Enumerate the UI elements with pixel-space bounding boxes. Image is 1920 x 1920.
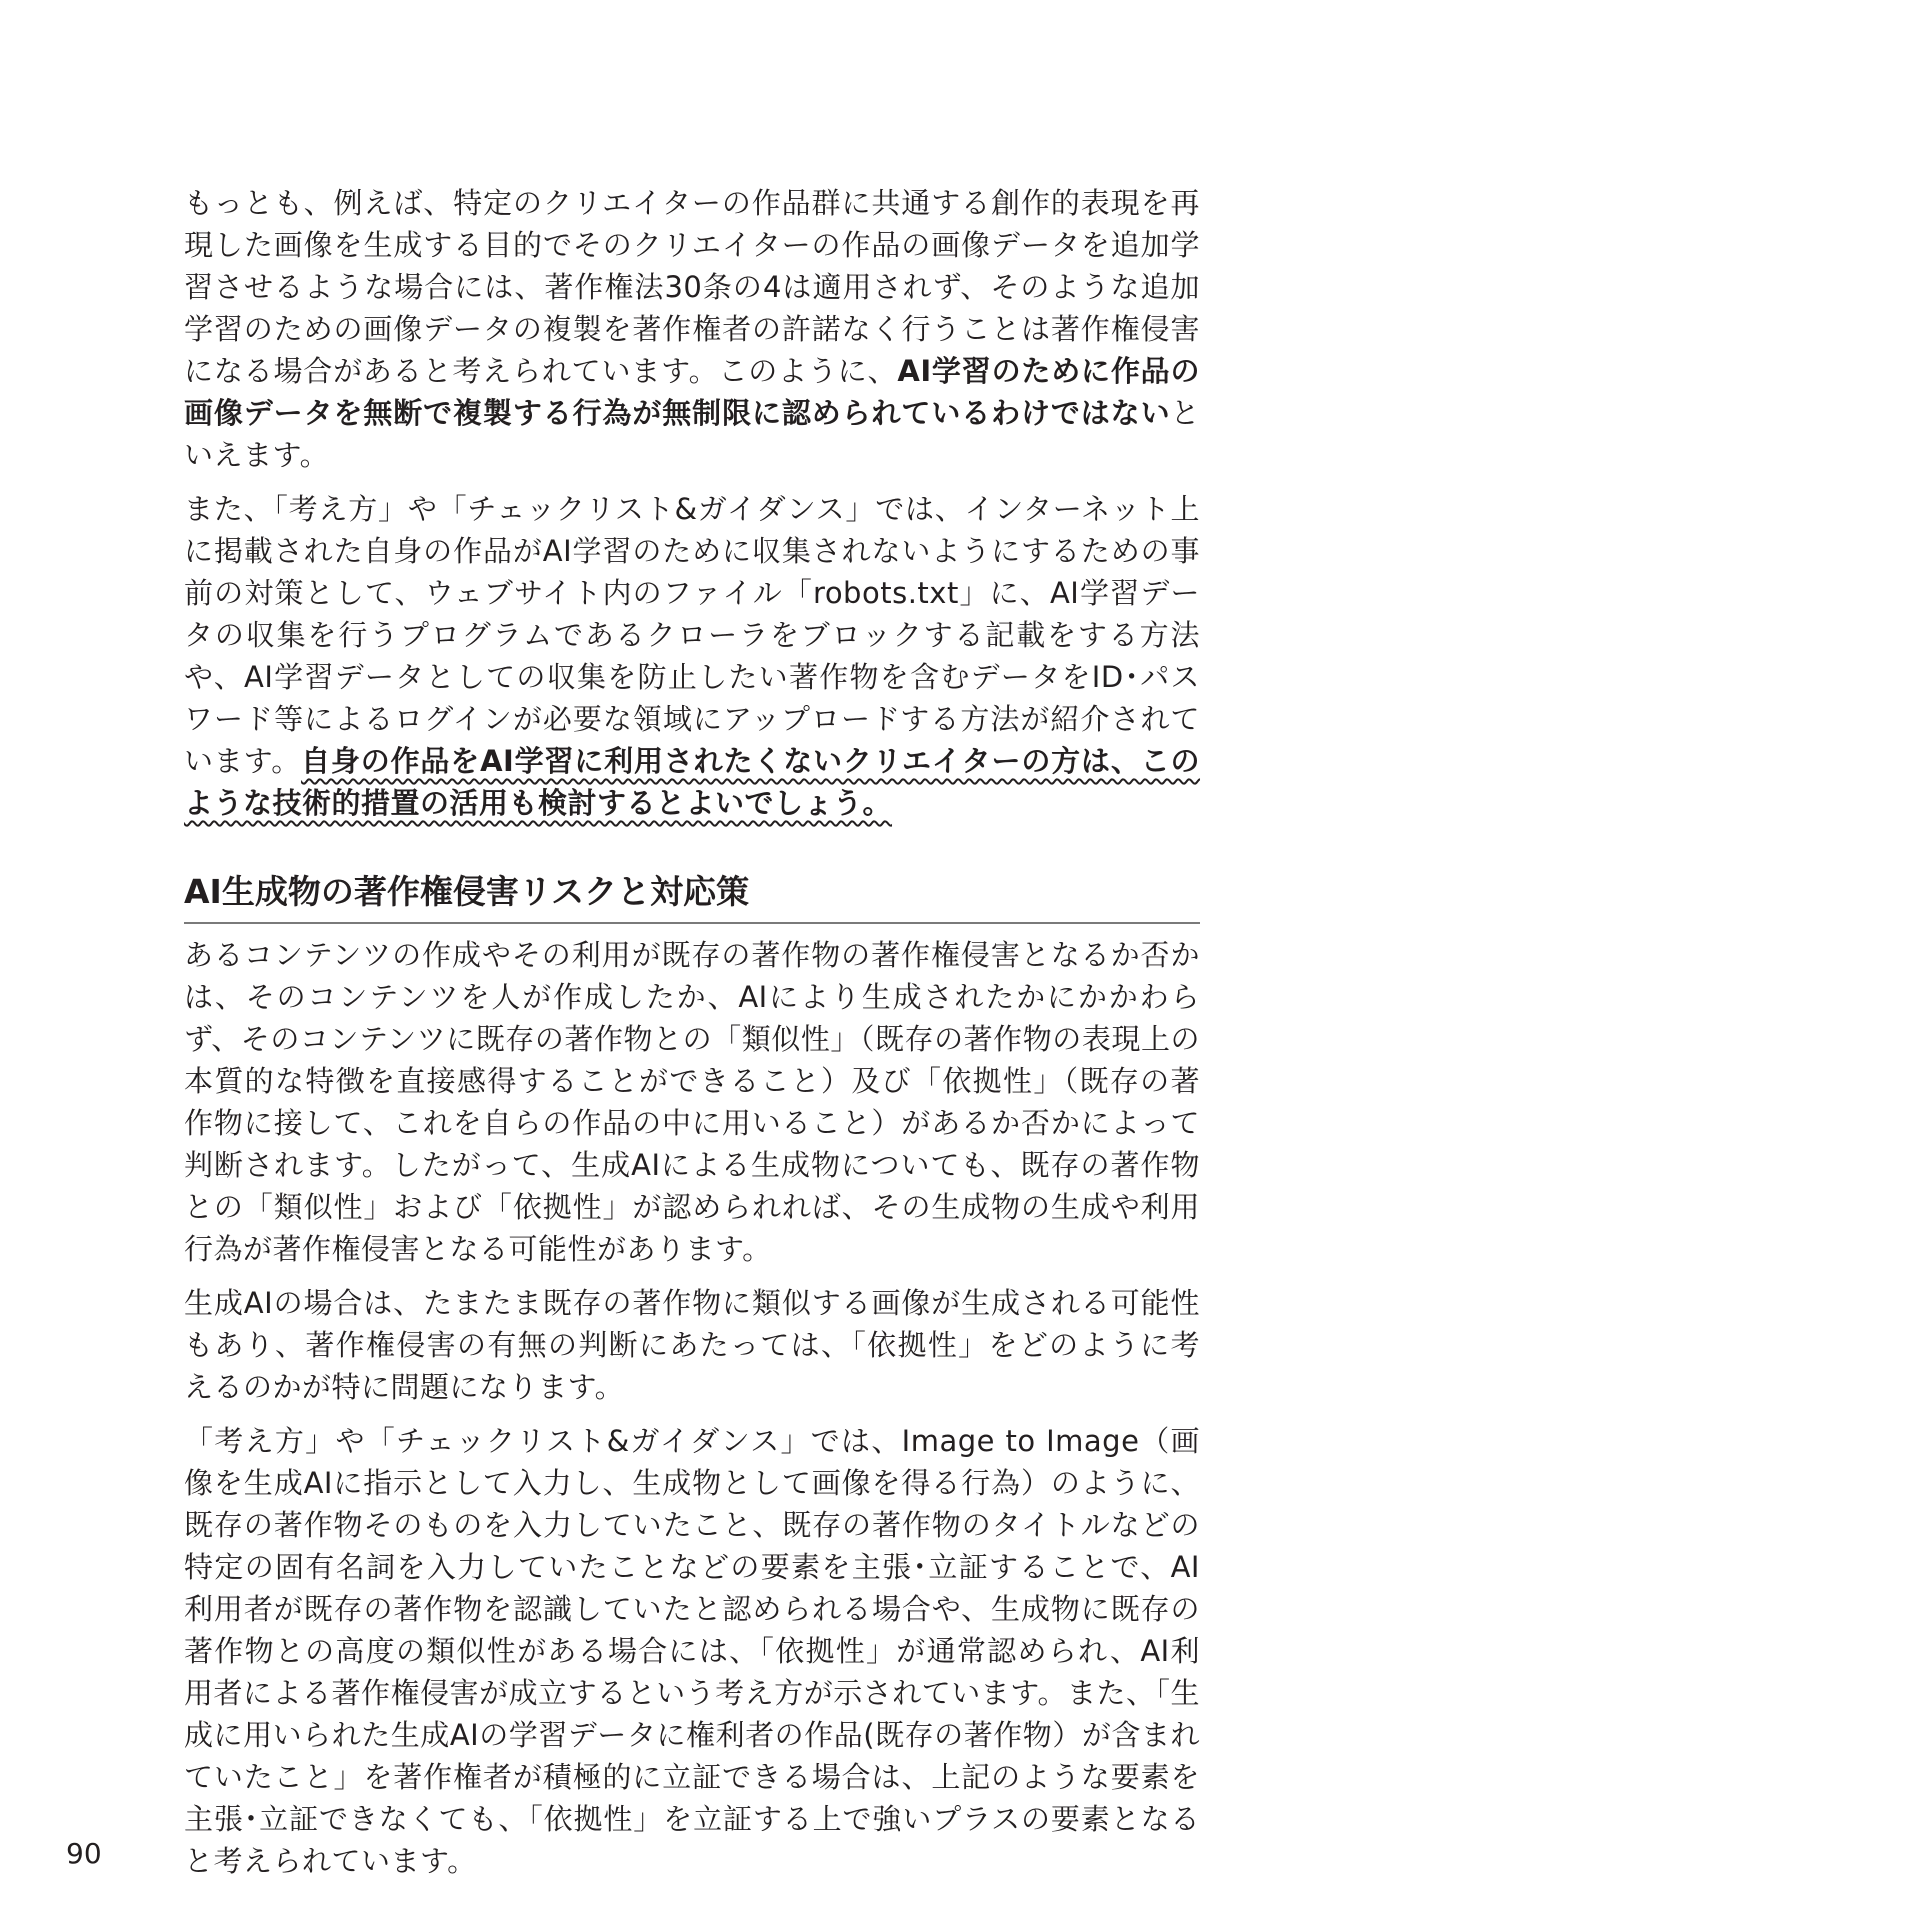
page-body bbox=[184, 182, 1200, 1894]
paragraph-text: といえます。 bbox=[184, 396, 1200, 472]
body-paragraph: あるコンテンツの作成やその利用が既存の著作物の著作権侵害となるか否かは、そのコンテンツを人が作成したか、AIにより生成されたかにかかわらず、そのコンテンツに既存の著作物との「類似性」（既存の著作物の表現上の本質的な特徴を直接感得することができること）及び「依拠性」（既存の著作物に接して、これを自らの作品の中に用いること）があるか否かによって判断されます。したがって、生成AIによる生成物についても、既存の著作物との「類似性」および「依拠性」が認められれば、その生成物の生成や利用行為が著作権侵害となる可能性があります。 bbox=[184, 938, 1200, 1266]
wavy-underlined-emphasis: 自身の作品をAI学習に利用されたくないクリエイターの方は、このような技術的措置の活用も検討するとよいでしょう。 bbox=[184, 744, 1201, 820]
body-paragraph bbox=[184, 488, 1200, 824]
body-paragraph: 「考え方」や「チェックリスト&ガイダンス」では、Image to Image（画像を生成AIに指示として入力し、生成物として画像を得る行為）のように、既存の著作物そのものを入力していたこと、既存の著作物のタイトルなどの特定の固有名詞を入力していたことなどの要素を主張･立証することで、AI利用者が既存の著作物を認識していたと認められる場合や、生成物に既存の著作物との高度の類似性がある場合には、「依拠性」が通常認められ、AI利用者による著作権侵害が成立するという考え方が示されています。また、「生成に用いられた生成AIの学習データに権利者の作品(既存の著作物）が含まれていたこと」を著作権者が積極的に立証できる場合は、上記のような要素を主張･立証できなくても、「依拠性」を立証する上で強いプラスの要素となると考えられています。 bbox=[184, 1424, 1200, 1878]
bold-emphasis: AI学習のために作品の画像データを無断で複製する行為が無制限に認められているわけではない bbox=[184, 354, 1200, 430]
body-paragraph: 生成AIの場合は、たまたま既存の著作物に類似する画像が生成される可能性もあり、著作権侵害の有無の判断にあたっては、「依拠性」をどのように考えるのかが特に問題になります。 bbox=[184, 1286, 1200, 1404]
body-paragraph bbox=[184, 182, 1200, 476]
paragraph-text: また、「考え方」や「チェックリスト&ガイダンス」では、インターネット上に掲載された自身の作品がAI学習のために収集されないようにするための事前の対策として、ウェブサイト内のファイル「robots.txt」に、AI学習データの収集を行うプログラムであるクローラをブロックする記載をする方法や、AI学習データとしての収集を防止したい著作物を含むデータをID･パスワード等によるログインが必要な領域にアップロードする方法が紹介されています。 bbox=[184, 492, 1200, 778]
page-number: 90 bbox=[66, 1837, 102, 1870]
section-heading: AI生成物の著作権侵害リスクと対応策 bbox=[184, 870, 1200, 924]
paragraph-text: もっとも、例えば、特定のクリエイターの作品群に共通する創作的表現を再現した画像を生成する目的でそのクリエイターの作品の画像データを追加学習させるような場合には、著作権法30条の4は適用されず、そのような追加学習のための画像データの複製を著作権者の許諾なく行うことは著作権侵害になる場合があると考えられています。このように、 bbox=[184, 186, 1200, 388]
